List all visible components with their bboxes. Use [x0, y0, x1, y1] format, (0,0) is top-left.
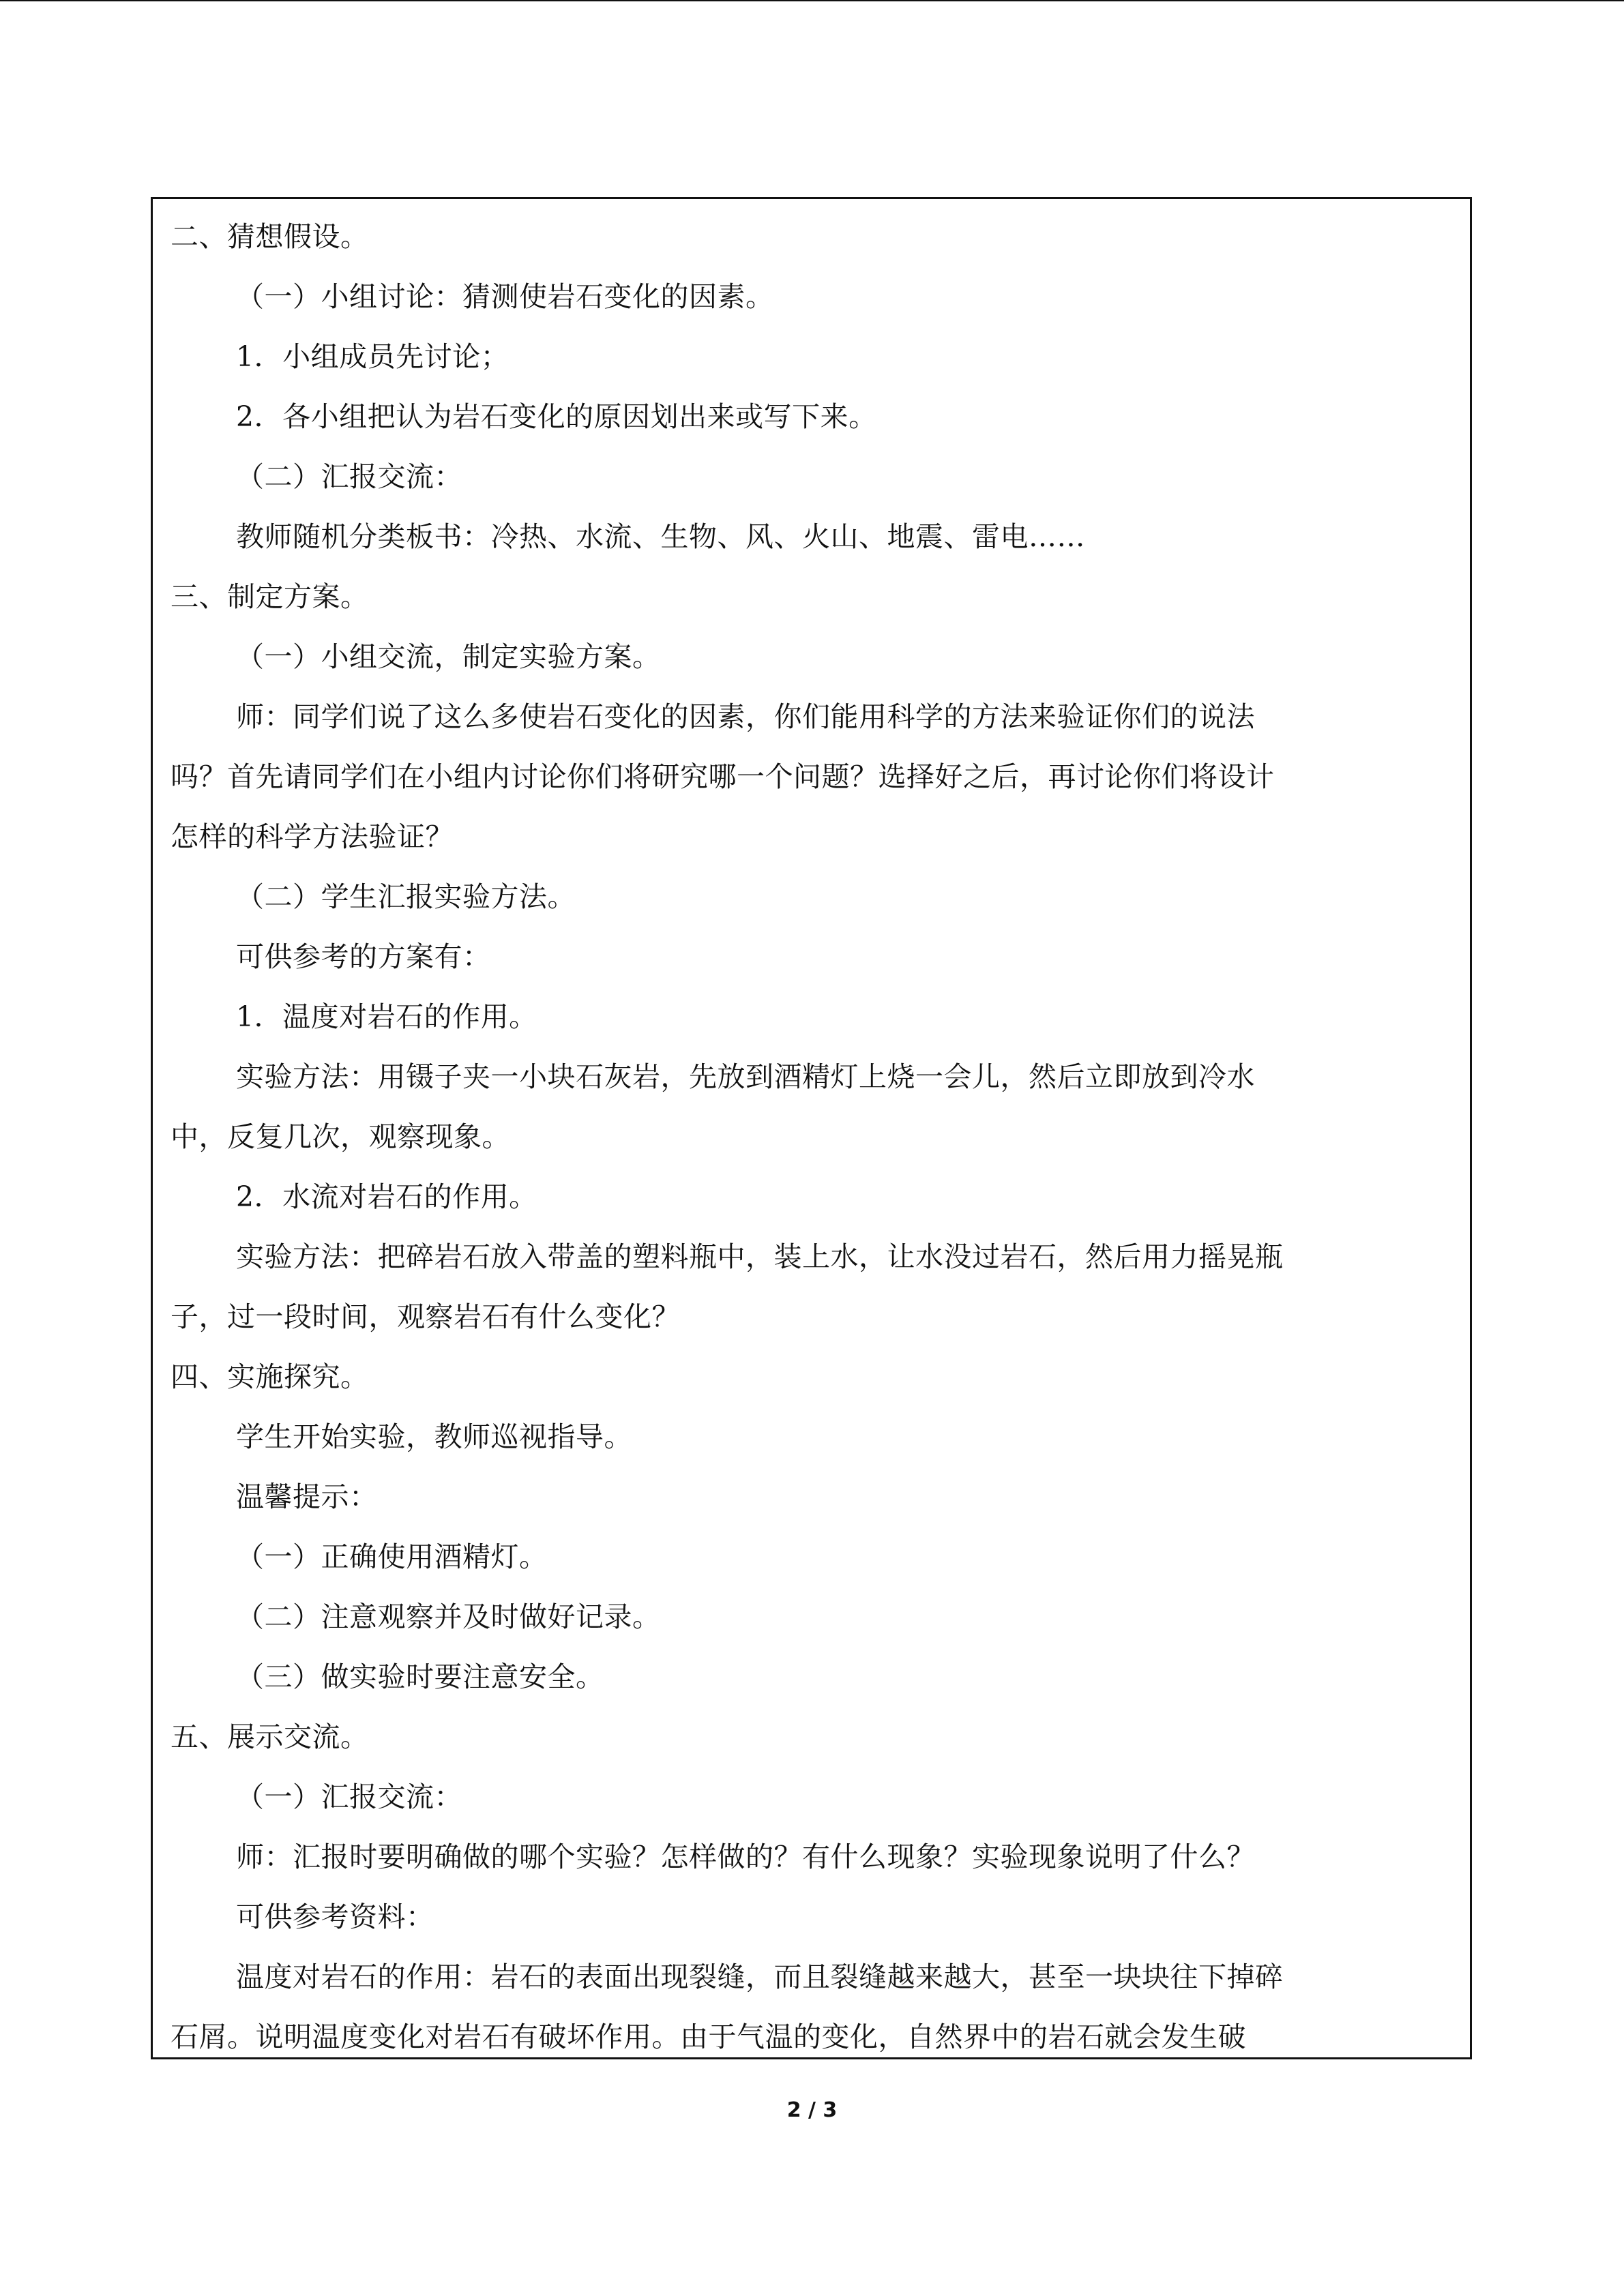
paragraph-blackboard-notes: 教师随机分类板书：冷热、水流、生物、风、火山、地震、雷电…… [236, 520, 1085, 553]
paragraph-reference-data: 可供参考资料： [236, 1900, 434, 1933]
paragraph-tip-2: （二）注意观察并及时做好记录。 [236, 1600, 661, 1633]
paragraph-method-2-line-2: 子，过一段时间，观察岩石有什么变化？ [171, 1300, 680, 1333]
paragraph-tip-3: （三）做实验时要注意安全。 [236, 1660, 604, 1693]
top-border-rule [0, 0, 1624, 1]
paragraph-method-1-line-1: 实验方法：用镊子夹一小块石灰岩，先放到酒精灯上烧一会儿，然后立即放到冷水 [236, 1060, 1255, 1093]
paragraph-reference-plans: 可供参考的方案有： [236, 940, 491, 973]
paragraph-student-report: （二）学生汇报实验方法。 [236, 880, 576, 913]
paragraph-step-2: 2．各小组把认为岩石变化的原因划出来或写下来。 [236, 400, 877, 433]
paragraph-tip-1: （一）正确使用酒精灯。 [236, 1540, 548, 1573]
paragraph-water-title: 2．水流对岩石的作用。 [236, 1180, 537, 1213]
paragraph-temperature-title: 1．温度对岩石的作用。 [236, 1000, 537, 1033]
heading-display-exchange: 五、展示交流。 [171, 1720, 369, 1753]
heading-hypothesis: 二、猜想假设。 [171, 220, 369, 253]
lesson-plan-table-cell [151, 197, 1472, 2059]
paragraph-report-exchange-2: （一）汇报交流： [236, 1780, 462, 1813]
paragraph-experiment-start: 学生开始实验，教师巡视指导。 [236, 1420, 632, 1453]
paragraph-method-2-line-1: 实验方法：把碎岩石放入带盖的塑料瓶中，装上水，让水没过岩石，然后用力摇晃瓶 [236, 1240, 1284, 1273]
paragraph-group-discussion: （一）小组讨论：猜测使岩石变化的因素。 [236, 280, 774, 313]
paragraph-report-exchange: （二）汇报交流： [236, 460, 462, 493]
paragraph-group-exchange: （一）小组交流，制定实验方案。 [236, 640, 661, 673]
paragraph-teacher-questions: 师：汇报时要明确做的哪个实验？怎样做的？有什么现象？实验现象说明了什么？ [236, 1840, 1255, 1873]
paragraph-step-1: 1．小组成员先讨论； [236, 340, 510, 373]
paragraph-teacher-line-1: 师：同学们说了这么多使岩石变化的因素，你们能用科学的方法来验证你们的说法 [236, 700, 1255, 733]
paragraph-method-1-line-2: 中，反复几次，观察现象。 [171, 1120, 510, 1153]
heading-plan: 三、制定方案。 [171, 580, 369, 613]
page-number: 2 / 3 [786, 2098, 838, 2122]
paragraph-result-line-1: 温度对岩石的作用：岩石的表面出现裂缝，而且裂缝越来越大，甚至一块块往下掉碎 [236, 1960, 1284, 1993]
paragraph-teacher-line-2: 吗？首先请同学们在小组内讨论你们将研究哪一个问题？选择好之后，再讨论你们将设计 [171, 760, 1275, 793]
paragraph-result-line-2: 石屑。说明温度变化对岩石有破坏作用。由于气温的变化，自然界中的岩石就会发生破 [171, 2021, 1246, 2053]
heading-implementation: 四、实施探究。 [171, 1360, 369, 1393]
paragraph-tips-label: 温馨提示： [236, 1480, 378, 1513]
paragraph-teacher-line-3: 怎样的科学方法验证？ [171, 820, 454, 853]
